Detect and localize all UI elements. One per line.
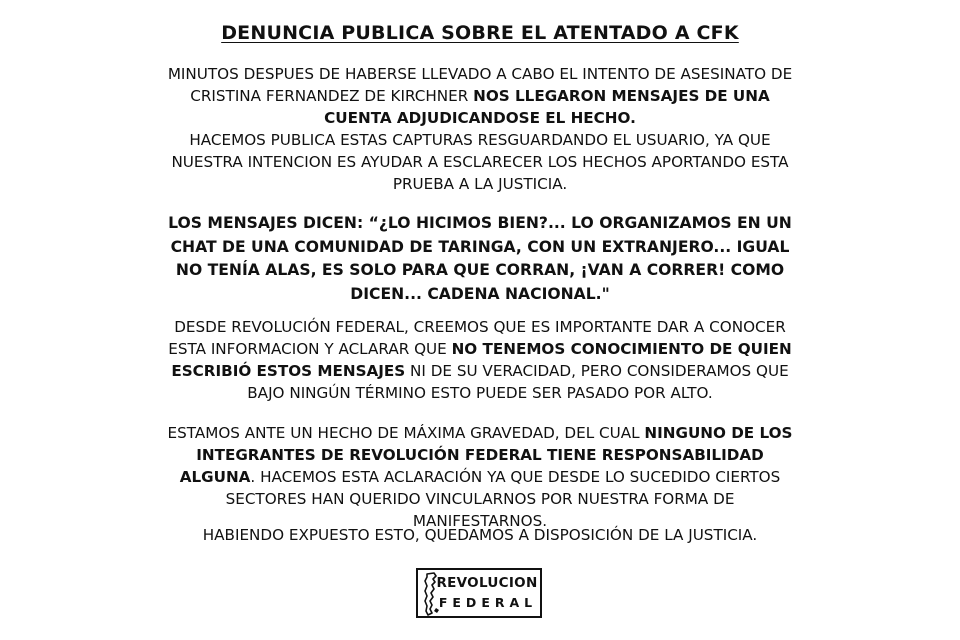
logo-line-1: REVOLUCION (436, 575, 538, 591)
paragraph-intro-bold: NOS LLEGARON MENSAJES DE UNA CUENTA ADJUDICANDOSE EL HECHO. (324, 87, 770, 127)
paragraph-responsibility (160, 422, 800, 532)
paragraph-intro-continuation: HACEMOS PUBLICA ESTAS CAPTURAS RESGUARDANDO EL USUARIO, YA QUE NUESTRA INTENCION ES AYUDAR A ESCLARECER LOS HECHOS APORTANDO ESTA PRUEBA A LA JUSTICIA. (171, 131, 789, 193)
paragraph-statement-bold: NO TENEMOS CONOCIMIENTO DE QUIEN ESCRIBIÓ ESTOS MENSAJES (171, 340, 792, 380)
document-title: DENUNCIA PUBLICA SOBRE EL ATENTADO A CFK (221, 22, 739, 44)
paragraph-responsibility-end: . HACEMOS ESTA ACLARACIÓN YA QUE DESDE LO SUCEDIDO CIERTOS SECTORES HAN QUERIDO VINCULARNOS POR NUESTRA FORMA DE MANIFESTARNOS. (225, 468, 781, 530)
paragraph-intro-text: MINUTOS DESPUES DE HABERSE LLEVADO A CABO EL INTENTO DE ASESINATO DE CRISTINA FERNANDEZ DE KIRCHNER (167, 65, 793, 105)
paragraph-intro (160, 63, 800, 195)
paragraph-statement-end: NI DE SU VERACIDAD, PERO CONSIDERAMOS QUE BAJO NINGÚN TÉRMINO ESTO PUEDE SER PASADO POR ALTO. (247, 362, 789, 402)
revolucion-federal-logo (416, 568, 542, 618)
paragraph-statement-text: DESDE REVOLUCIÓN FEDERAL, CREEMOS QUE ES IMPORTANTE DAR A CONOCER ESTA INFORMACION Y ACLARAR QUE (168, 318, 786, 358)
paragraph-messages-quote: LOS MENSAJES DICEN: “¿LO HICIMOS BIEN?... LO ORGANIZAMOS EN UN CHAT DE UNA COMUNIDAD DE TARINGA, CON UN EXTRANJERO... IGUAL NO TENÍA ALAS, ES SOLO PARA QUE CORRAN, ¡VAN A CORRER! COMO DICEN... CADENA NACIONAL." (168, 214, 792, 303)
paragraph-responsibility-text: ESTAMOS ANTE UN HECHO DE MÁXIMA GRAVEDAD, DEL CUAL (167, 424, 645, 442)
paragraph-responsibility-bold: NINGUNO DE LOS INTEGRANTES DE REVOLUCIÓN FEDERAL TIENE RESPONSABILIDAD ALGUNA (179, 424, 793, 486)
paragraph-closing: HABIENDO EXPUESTO ESTO, QUEDAMOS A DISPOSICIÓN DE LA JUSTICIA. (202, 526, 758, 544)
paragraph-statement (160, 316, 800, 404)
logo-line-2: FEDERAL (438, 595, 538, 610)
